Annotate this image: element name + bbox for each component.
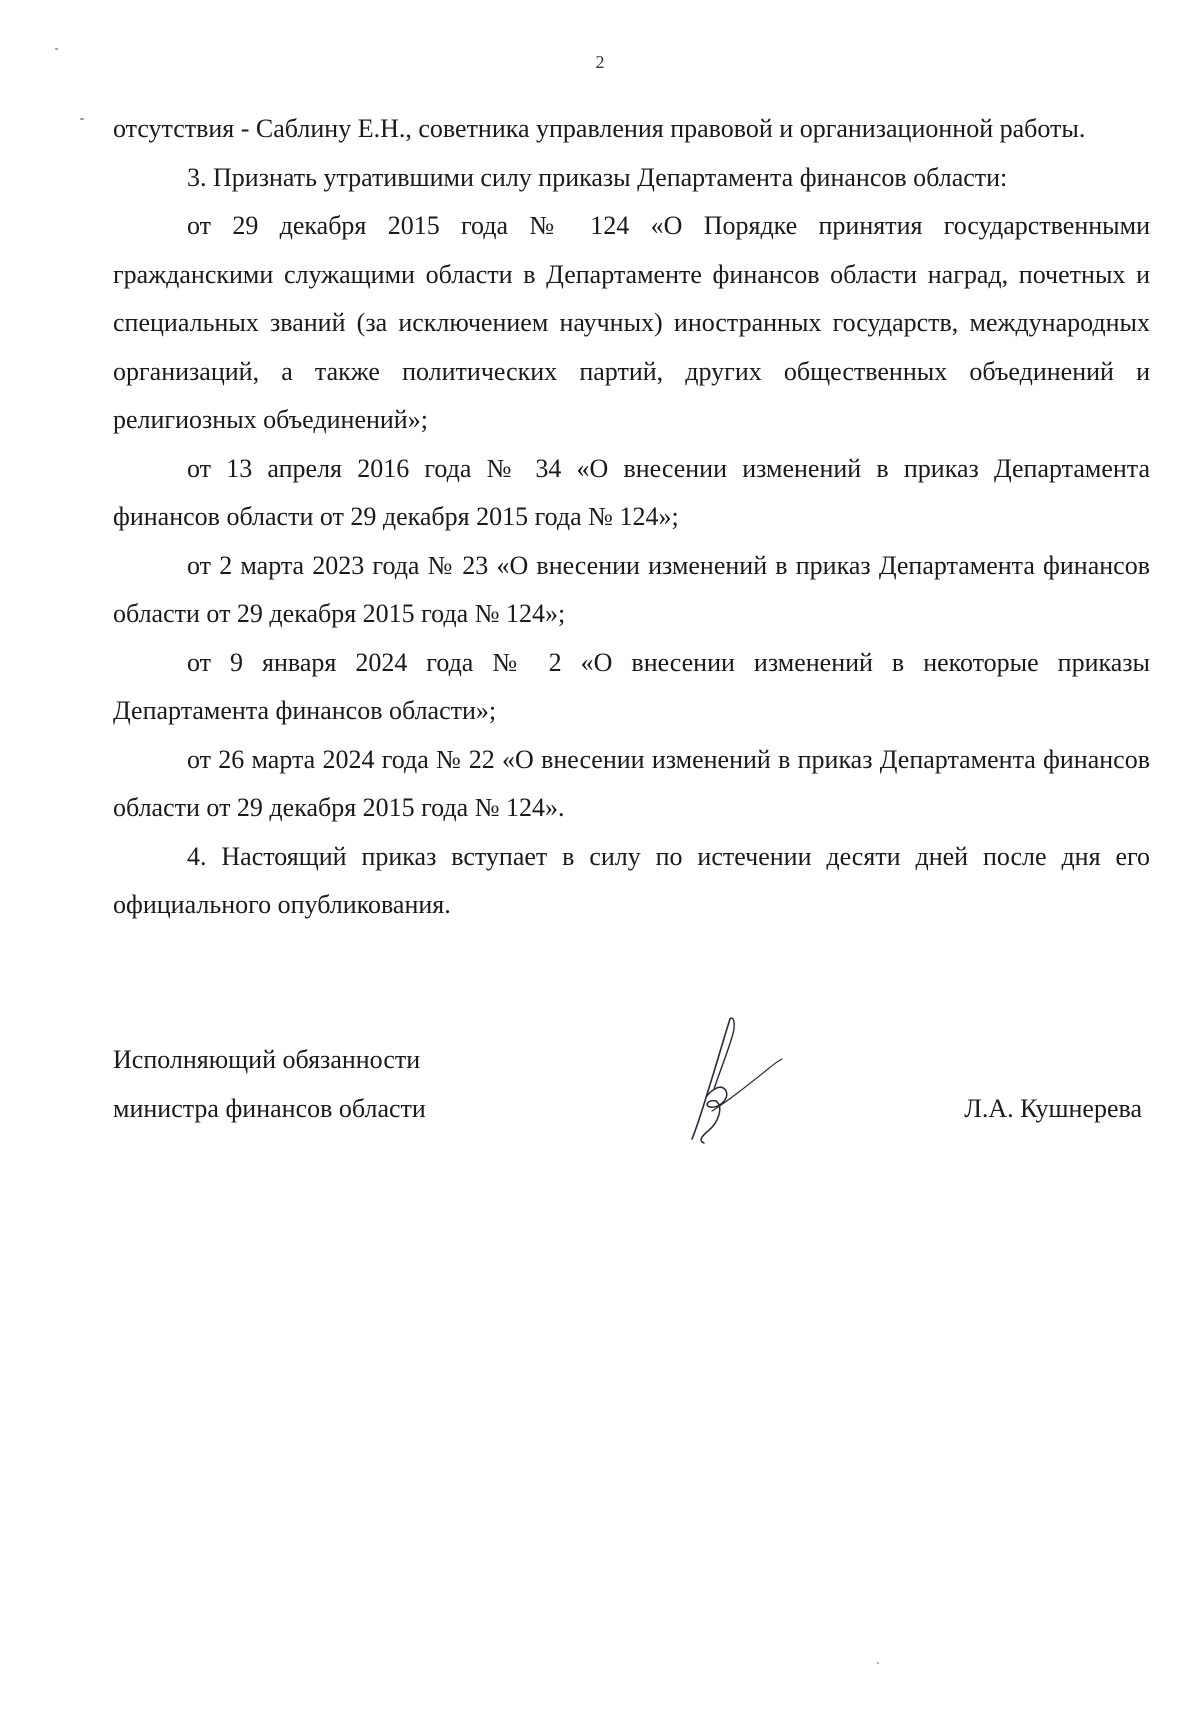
signature-block [113,1036,1150,1146]
signatory-title-line-1: Исполняющий обязанности [113,1045,421,1074]
paragraph-order-2: от 9 января 2024 года № 2 «О внесении изменений в некоторые приказы Департамента финансов области»; [113,647,1150,725]
paragraph-order-34: от 13 апреля 2016 года № 34 «О внесении изменений в приказ Департамента финансов области от 29 декабря 2015 года № 124»; [113,453,1150,531]
scan-speck [55,48,58,50]
paragraph-item-4: 4. Настоящий приказ вступает в силу по истечении десяти дней после дня его официального опубликования. [113,841,1150,919]
paragraph-order-22: от 26 марта 2024 года № 22 «О внесении изменений в приказ Департамента финансов области от 29 декабря 2015 года № 124». [113,744,1150,822]
paragraph-continuation: отсутствия - Саблину Е.Н., советника управления правовой и организационной работы. [113,114,1086,143]
document-body [113,105,1150,930]
scan-speck [877,1662,879,1664]
handwritten-signature [668,1011,788,1151]
signatory-name: Л.А. Кушнерева [964,1093,1142,1123]
page-number: 2 [595,52,605,72]
paragraph-item-3: 3. Признать утратившими силу приказы Департамента финансов области: [187,162,1008,192]
signatory-title [113,1036,426,1133]
scan-speck [80,118,84,120]
signatory-title-line-2: министра финансов области [113,1093,426,1123]
paragraph-order-23: от 2 марта 2023 года № 23 «О внесении изменений в приказ Департамента финансов области от 29 декабря 2015 года № 124»; [113,550,1150,628]
paragraph-order-124: от 29 декабря 2015 года № 124 «О Порядке принятия государственными гражданскими служащими области в Департаменте финансов области наград, почетных и специальных званий (за исключением научных) иностранных государств, международных организаций, а также политических партий, других общественных объединений и религиозных объединений»; [113,211,1150,434]
